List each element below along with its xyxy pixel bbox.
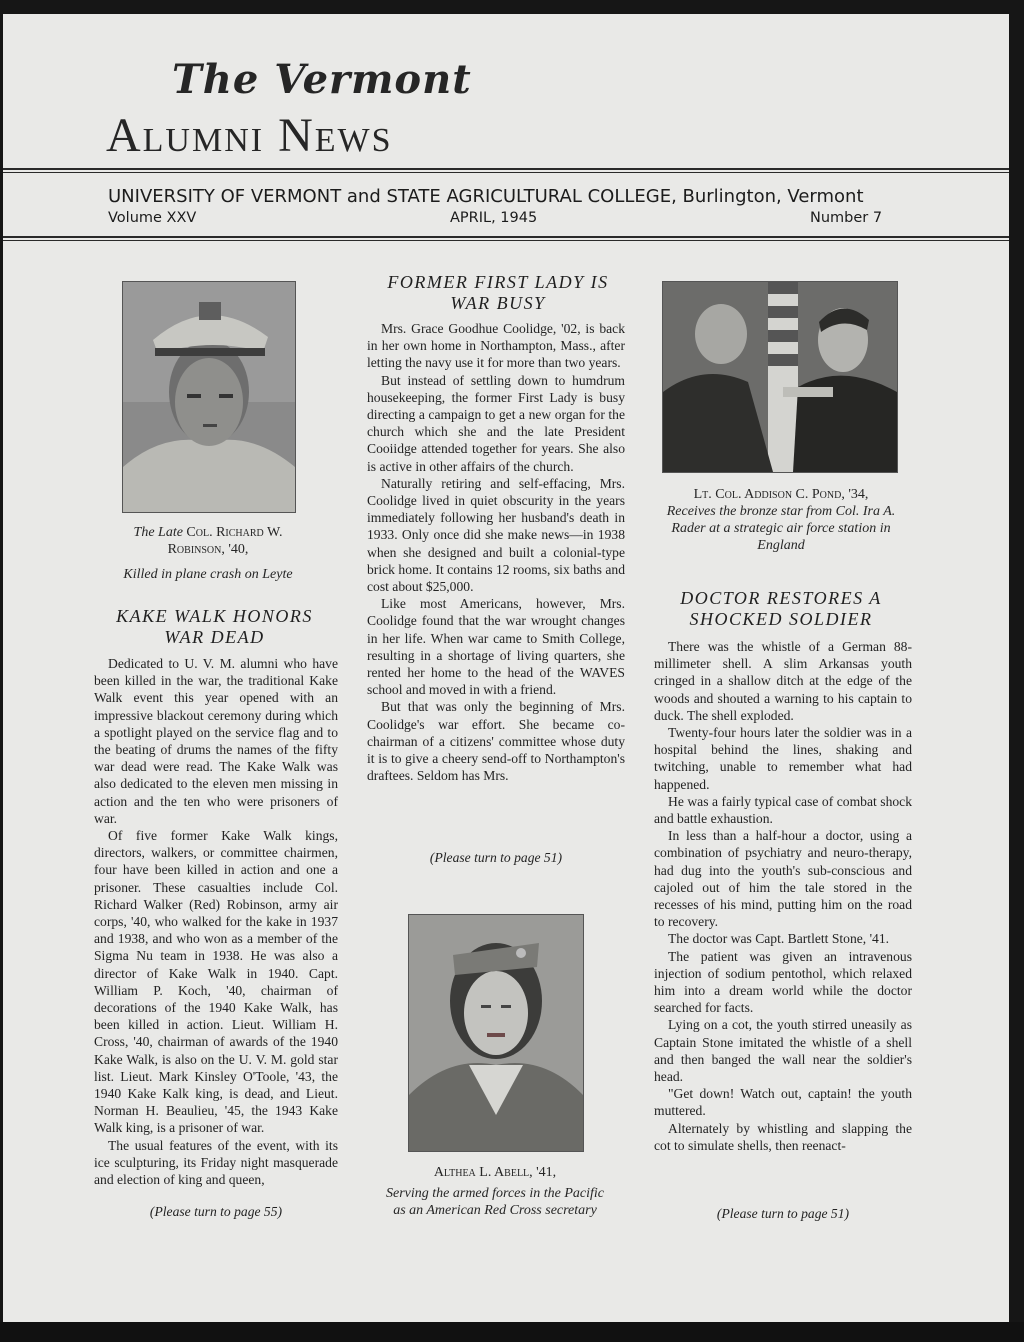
- caption-detail: England: [757, 538, 805, 553]
- caption-detail: Receives the bronze star from Col. Ira A.: [666, 504, 896, 519]
- caption-detail: as an American Red Cross secretary: [393, 1203, 597, 1218]
- caption-name-cont: Robinson, '40,: [167, 542, 249, 557]
- doctor-paragraph: The doctor was Capt. Bartlett Stone, '41.: [668, 931, 890, 947]
- photo-abell-caption: [352, 1164, 638, 1219]
- kake-walk-headline: [92, 606, 337, 648]
- masthead-rule-top: [3, 168, 1009, 170]
- masthead-rule-bottom-thin: [3, 240, 1009, 241]
- first-lady-paragraph: Mrs. Grace Goodhue Coolidge, '02, is back in her own home in Northampton, Mass., after letting the navy use it for more than two years.: [367, 321, 625, 371]
- first-lady-headline: [362, 272, 634, 314]
- caption-detail: Serving the armed forces in the Pacific: [386, 1186, 604, 1201]
- caption-detail: Rader at a strategic air force station in: [671, 521, 891, 536]
- first-lady-article: [367, 320, 625, 784]
- doctor-paragraph: The patient was given an intravenous injection of sodium pentothol, which relaxed him into a dream world while the doctor searched for facts.: [654, 948, 912, 1016]
- doctor-paragraph: Alternately by whistling and slapping the cot to simulate shells, then reenact-: [654, 1120, 912, 1153]
- doctor-article: [654, 638, 912, 1154]
- masthead-rule-top-thin: [3, 172, 1009, 173]
- doctor-paragraph: Lying on a cot, the youth stirred uneasily as Captain Stone imitated the whistle of a shell and then banged the wall near the soldier's head.: [654, 1017, 912, 1085]
- masthead-script-title: The Vermont: [172, 56, 472, 103]
- issue-date: APRIL, 1945: [450, 210, 538, 226]
- photo-pond-rader: [662, 281, 898, 473]
- institution-line: UNIVERSITY OF VERMONT and STATE AGRICULTURAL COLLEGE, Burlington, Vermont: [108, 186, 864, 207]
- kake-walk-paragraph: Of five former Kake Walk kings, directors, walkers, or committee chairmen, four have been killed in action and one a prisoner. These casualties include Col. Richard Walker (Red) Robinson, army air corps, '40, who walked for the kake in 1937 and 1938, and who won as a member of the Sigma Nu team in 1938. He was also a director of Kake Walk in 1940. Capt. William P. Koch, '40, chairman of decorations of the 1940 Kake Walk, has been killed in action. Lieut. William H. Cross, '40, chairman of awards of the 1940 Kake Walk, is also on the U. V. M. gold star list. Lieut. Mark Kinsley O'Toole, '43, the 1940 Kake Kalk king, is dead, and Lieut. Norman H. Beaulieu, '45, the 1943 Kake Walk king, is a prisoner of war.: [94, 828, 338, 1136]
- doctor-paragraph: Twenty-four hours later the soldier was in a hospital behind the lines, shaking and twitching, unable to remember what had happened.: [654, 725, 912, 792]
- caption-name: Lt. Col. Addison C. Pond, '34,: [693, 487, 869, 502]
- doctor-paragraph: In less than a half-hour a doctor, using a combination of psychiatry and neuro-therapy, had dug into the youth's sub-conscious and cajoled out of him the tale stored in the recesses of his mind, putting him on the road to recovery.: [654, 828, 912, 930]
- doctor-headline-line1: DOCTOR RESTORES A: [680, 588, 882, 608]
- kake-walk-headline-line2: WAR DEAD: [164, 627, 265, 647]
- caption-detail: Killed in plane crash on Leyte: [123, 567, 293, 582]
- doctor-continued: (Please turn to page 51): [716, 1206, 850, 1221]
- caption-name: Col. Richard W.: [186, 525, 283, 540]
- kake-walk-paragraph: Dedicated to U. V. M. alumni who have been killed in the war, the traditional Kake Walk event this year opened with an impressive blackout ceremony during which a spotlight played on the service flag and to the beating of drums the names of the fifty war dead were read. The Kake Walk was also dedicated to the eleven men missing in action and the ten who were prisoners of war.: [94, 656, 338, 826]
- kake-walk-paragraph: The usual features of the event, with its ice sculpturing, its Friday night masquerade and election of king and queen,: [94, 1137, 338, 1188]
- first-lady-headline-line2: WAR BUSY: [450, 293, 546, 313]
- first-lady-paragraph: Like most Americans, however, Mrs. Coolidge found that the war wrought changes in her life. When war came to Smith College, resulting in a shortage of living quarters, she rented her home to the head of the WAVES school and moved in with a friend.: [367, 596, 625, 698]
- volume-label: Volume XXV: [108, 210, 197, 226]
- masthead-main-title: Alumni News: [106, 109, 393, 162]
- doctor-headline: [650, 588, 912, 630]
- doctor-headline-line2: SHOCKED SOLDIER: [689, 609, 873, 629]
- first-lady-continued: (Please turn to page 51): [429, 850, 563, 865]
- kake-walk-article: [94, 655, 338, 1188]
- doctor-paragraph: He was a fairly typical case of combat shock and battle exhaustion.: [654, 793, 912, 827]
- kake-walk-continued: (Please turn to page 55): [149, 1204, 283, 1219]
- scan-border-bottom: [0, 1322, 1024, 1342]
- doctor-paragraph: There was the whistle of a German 88-millimeter shell. A slim Arkansas youth cringed in a shallow ditch at the edge of the woods and shouted a warning to his captain to duck. The shell exploded.: [654, 639, 912, 723]
- photo-abell: [408, 914, 584, 1152]
- kake-walk-headline-line1: KAKE WALK HONORS: [116, 606, 313, 626]
- first-lady-paragraph: But that was only the beginning of Mrs. Coolidge's war effort. She became co-chairman of a citizens' committee whose duty it is to give a cheery send-off to Northampton's draftees. Seldom has Mrs.: [367, 699, 625, 784]
- photo-pond-rader-caption: [644, 486, 918, 554]
- photo-robinson: [122, 281, 296, 513]
- caption-name: Althea L. Abell, '41,: [433, 1165, 557, 1180]
- first-lady-paragraph: But instead of settling down to humdrum housekeeping, the former First Lady is busy directing a campaign to get a new organ for the church which she and the late President Cooiidge attended together for years. She also is active in other affairs of the church.: [367, 372, 625, 474]
- doctor-paragraph: "Get down! Watch out, captain! the youth muttered.: [654, 1086, 912, 1119]
- caption-prefix: The Late: [133, 525, 183, 540]
- first-lady-headline-line1: FORMER FIRST LADY IS: [387, 272, 609, 292]
- issue-number: Number 7: [810, 210, 883, 226]
- photo-robinson-caption: [100, 524, 316, 583]
- first-lady-paragraph: Naturally retiring and self-effacing, Mrs. Coolidge lived in quiet obscurity in the years immediately following her husband's death in 1933. Only once did she make news—in 1938 when she designed and built a colonial-type brick home. It contains 12 rooms, six baths and cost about $25,000.: [367, 475, 625, 595]
- masthead-rule-bottom: [3, 236, 1009, 238]
